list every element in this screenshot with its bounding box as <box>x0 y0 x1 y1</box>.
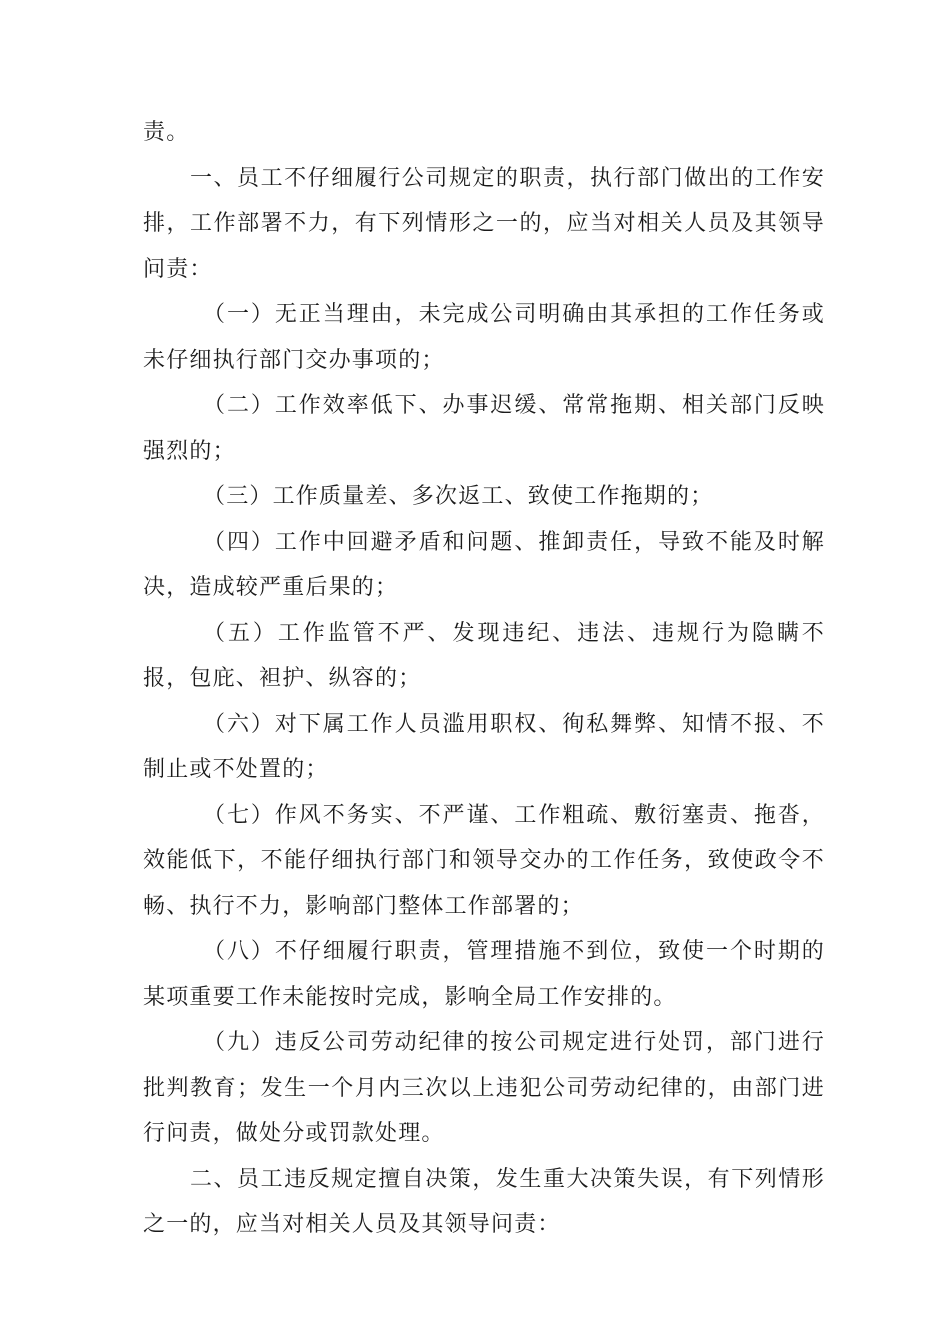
item-3: （三）工作质量差、多次返工、致使工作拖期的； <box>203 484 714 509</box>
item-6: （六）对下属工作人员滥用职权、徇私舞弊、知情不报、不制止或不处置的； <box>143 711 825 782</box>
item-4: （四）工作中回避矛盾和问题、推卸责任，导致不能及时解决，造成较严重后果的； <box>143 529 825 600</box>
item-7: （七）作风不务实、不严谨、工作粗疏、敷衍塞责、拖沓，效能低下，不能仔细执行部门和领导交办的工作任务，致使政令不畅、执行不力，影响部门整体工作部署的； <box>143 802 825 919</box>
section-two-heading: 二、员工违反规定擅自决策，发生重大决策失误，有下列情形之一的，应当对相关人员及其领导问责： <box>143 1166 825 1237</box>
item-9: （九）违反公司劳动纪律的按公司规定进行处罚，部门进行批判教育；发生一个月内三次以上违犯公司劳动纪律的，由部门进行问责，做处分或罚款处理。 <box>143 1030 825 1146</box>
item-2: （二）工作效率低下、办事迟缓、常常拖期、相关部门反映强烈的； <box>143 393 825 464</box>
paragraph-continuation: 责。 <box>143 120 190 145</box>
item-1: （一）无正当理由，未完成公司明确由其承担的工作任务或未仔细执行部门交办事项的； <box>143 302 825 373</box>
document-page <box>143 110 825 1248</box>
item-8: （八）不仔细履行职责，管理措施不到位，致使一个时期的某项重要工作未能按时完成，影响全局工作安排的。 <box>143 939 825 1010</box>
section-one-heading: 一、员工不仔细履行公司规定的职责，执行部门做出的工作安排，工作部署不力，有下列情形之一的，应当对相关人员及其领导问责： <box>143 165 825 282</box>
item-5: （五）工作监管不严、发现违纪、违法、违规行为隐瞒不报，包庇、袒护、纵容的； <box>143 620 825 691</box>
